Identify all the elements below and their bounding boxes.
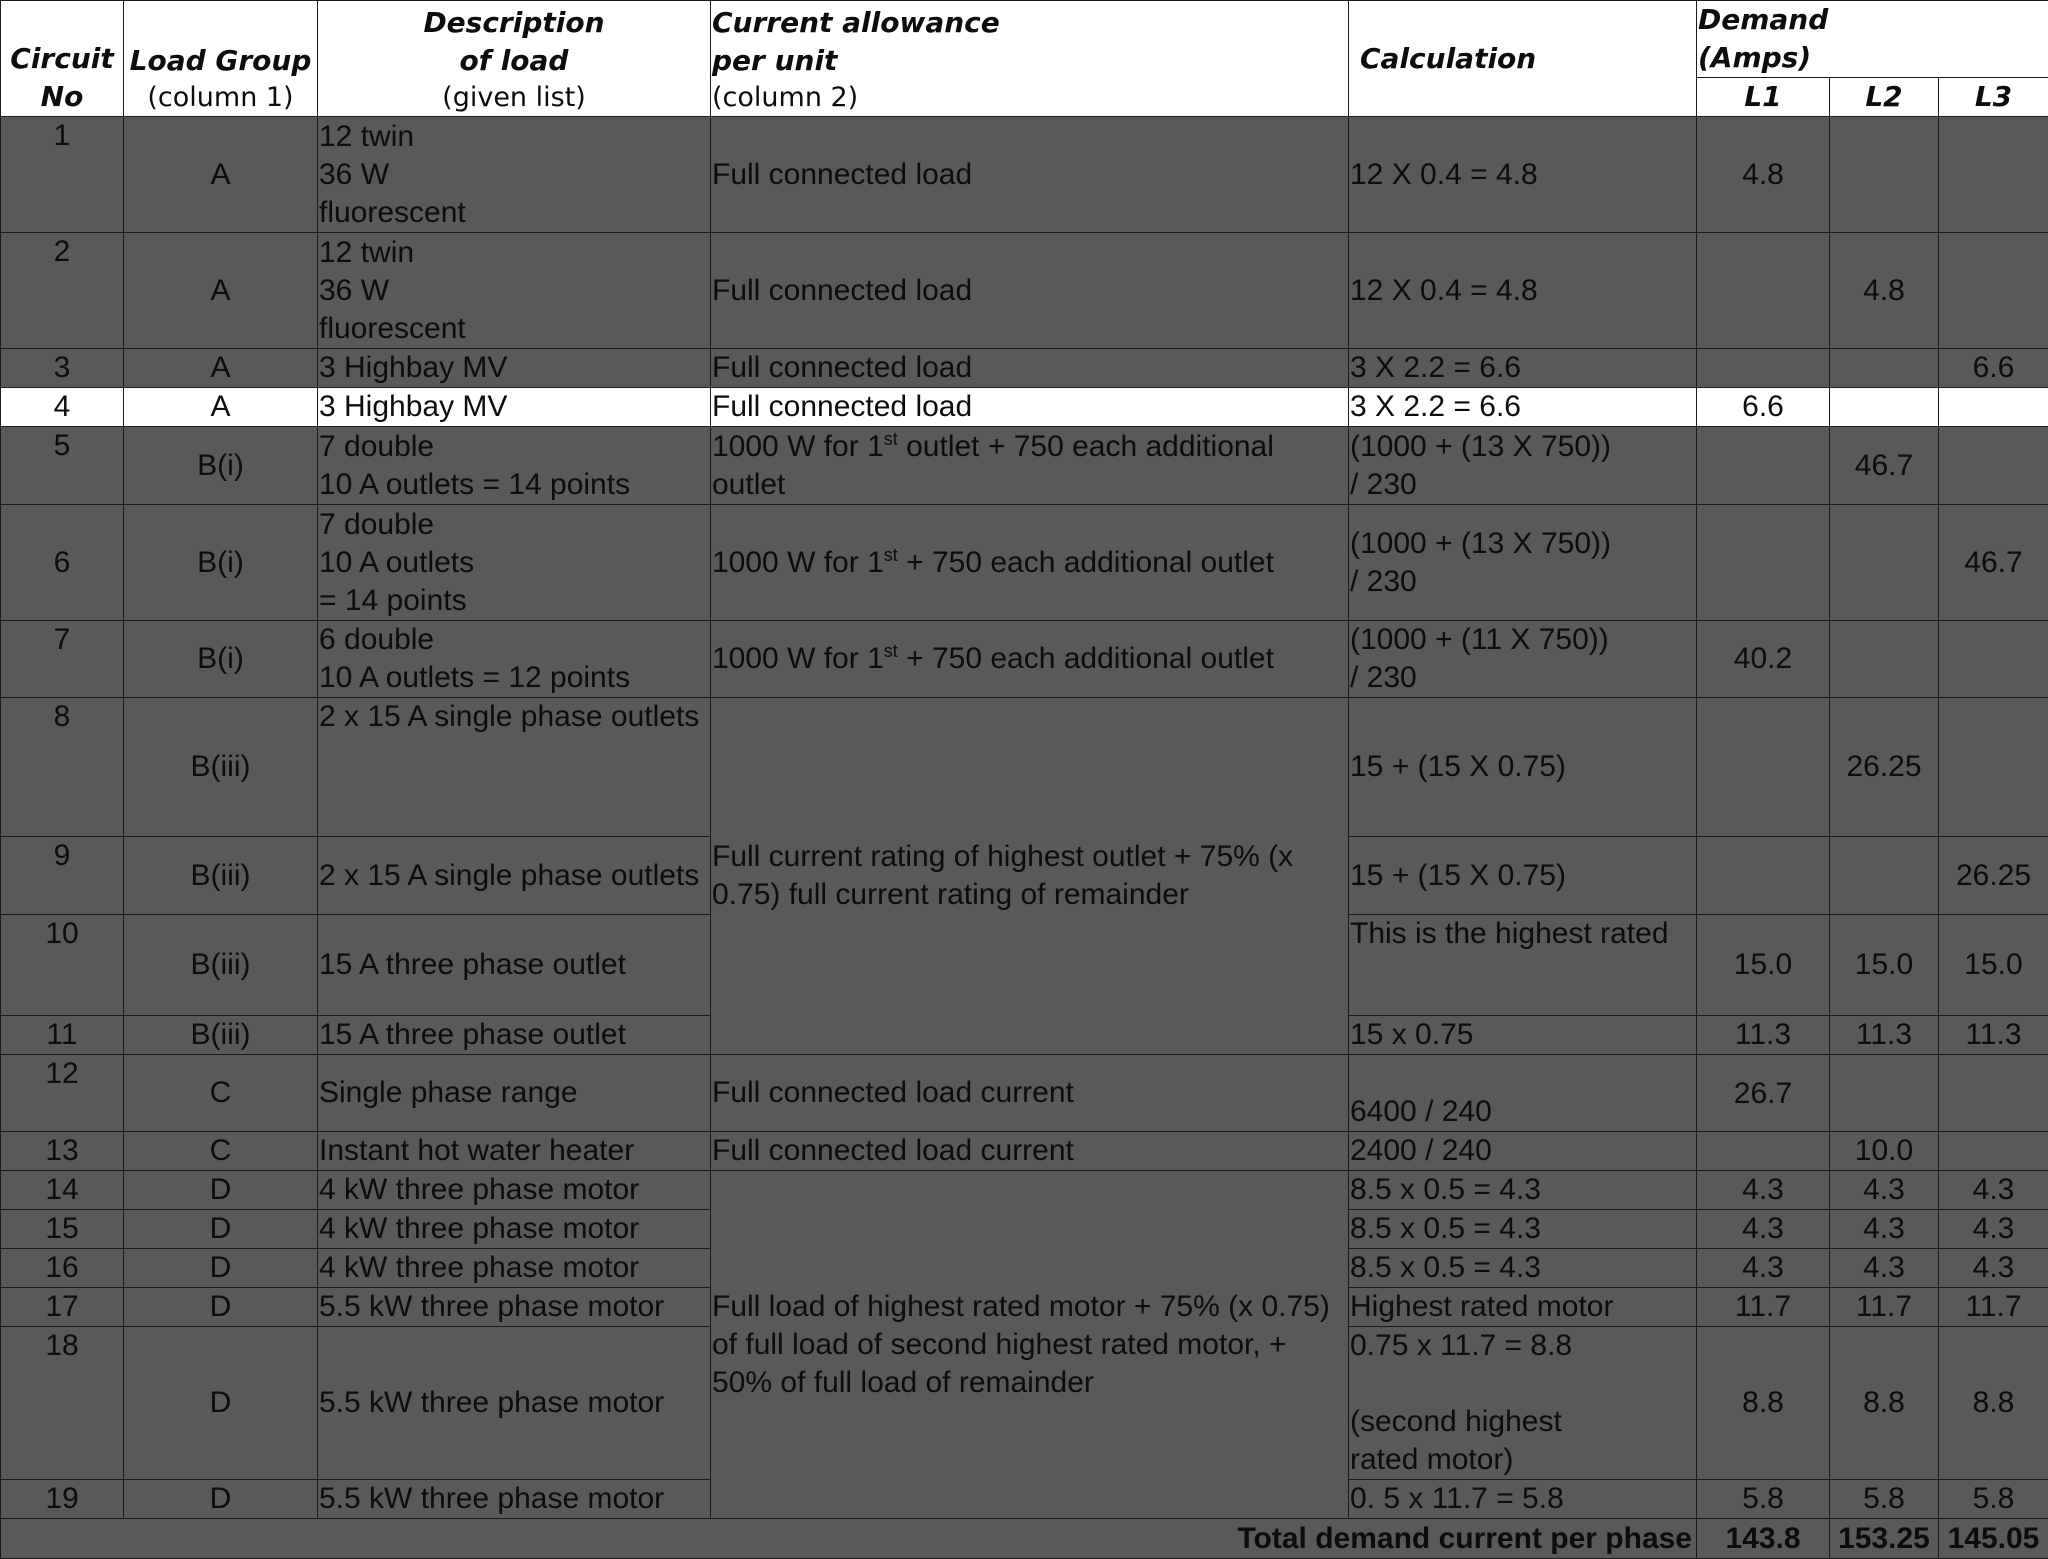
- circuit-no: 14: [1, 1171, 124, 1210]
- demand-l2: [1830, 837, 1939, 915]
- demand-l2: [1830, 1055, 1939, 1132]
- load-group: A: [124, 233, 318, 349]
- demand-l3: [1939, 1132, 2048, 1171]
- demand-l2: 46.7: [1830, 427, 1939, 505]
- calculation: This is the highest rated: [1349, 915, 1697, 1016]
- circuit-no: 18: [1, 1327, 124, 1480]
- load-group: C: [124, 1055, 318, 1132]
- allowance: Full connected load: [711, 117, 1349, 233]
- demand-l1: [1697, 837, 1830, 915]
- description: 6 double 10 A outlets = 12 points: [318, 621, 711, 698]
- allowance: 1000 W for 1st + 750 each additional outlet: [711, 505, 1349, 621]
- circuit-no: 9: [1, 837, 124, 915]
- calculation: 3 X 2.2 = 6.6: [1349, 349, 1697, 388]
- description: 7 double 10 A outlets = 14 points: [318, 427, 711, 505]
- description: 2 x 15 A single phase outlets: [318, 837, 711, 915]
- allowance: Full connected load: [711, 233, 1349, 349]
- demand-l1: [1697, 233, 1830, 349]
- description: 5.5 kW three phase motor: [318, 1288, 711, 1327]
- description: 5.5 kW three phase motor: [318, 1327, 711, 1480]
- circuit-no: 2: [1, 233, 124, 349]
- description: 2 x 15 A single phase outlets: [318, 698, 711, 837]
- description: 4 kW three phase motor: [318, 1249, 711, 1288]
- total-l1: 143.8: [1697, 1519, 1830, 1559]
- load-group: C: [124, 1132, 318, 1171]
- demand-l1: 11.7: [1697, 1288, 1830, 1327]
- demand-l2: 11.7: [1830, 1288, 1939, 1327]
- demand-l2: 5.8: [1830, 1480, 1939, 1519]
- calculation: 8.5 x 0.5 = 4.3: [1349, 1171, 1697, 1210]
- calculation: (1000 + (11 X 750)) / 230: [1349, 621, 1697, 698]
- demand-l3: 11.3: [1939, 1016, 2048, 1055]
- demand-l3: 6.6: [1939, 349, 2048, 388]
- load-group: A: [124, 388, 318, 427]
- demand-l1: [1697, 698, 1830, 837]
- demand-l2: 8.8: [1830, 1327, 1939, 1480]
- header-l2: L2: [1830, 78, 1939, 117]
- allowance: 1000 W for 1st outlet + 750 each additional outlet: [711, 427, 1349, 505]
- description: 7 double 10 A outlets = 14 points: [318, 505, 711, 621]
- total-l2: 153.25: [1830, 1519, 1939, 1559]
- demand-l3: [1939, 621, 2048, 698]
- allowance: Full connected load: [711, 349, 1349, 388]
- demand-l3: [1939, 233, 2048, 349]
- calculation: 8.5 x 0.5 = 4.3: [1349, 1210, 1697, 1249]
- circuit-no: 5: [1, 427, 124, 505]
- header-calculation: Calculation: [1349, 1, 1697, 117]
- table-row: [1, 233, 2048, 349]
- description: 3 Highbay MV: [318, 388, 711, 427]
- demand-l1: 4.3: [1697, 1171, 1830, 1210]
- load-group: D: [124, 1249, 318, 1288]
- demand-l1: 40.2: [1697, 621, 1830, 698]
- allowance: 1000 W for 1st + 750 each additional outlet: [711, 621, 1349, 698]
- circuit-no: 7: [1, 621, 124, 698]
- demand-l2: 4.8: [1830, 233, 1939, 349]
- demand-l3: 15.0: [1939, 915, 2048, 1016]
- table-row: [1, 349, 2048, 388]
- demand-l3: [1939, 1055, 2048, 1132]
- demand-l2: [1830, 117, 1939, 233]
- demand-l3: [1939, 117, 2048, 233]
- circuit-no: 3: [1, 349, 124, 388]
- table-row: [1, 505, 2048, 621]
- demand-l1: [1697, 427, 1830, 505]
- description: 5.5 kW three phase motor: [318, 1480, 711, 1519]
- demand-l3: 5.8: [1939, 1480, 2048, 1519]
- circuit-no: 4: [1, 388, 124, 427]
- demand-l1: 15.0: [1697, 915, 1830, 1016]
- table-row-highlighted: [1, 388, 2048, 427]
- demand-l1: 11.3: [1697, 1016, 1830, 1055]
- load-group: B(i): [124, 621, 318, 698]
- load-group: A: [124, 349, 318, 388]
- table-row: [1, 427, 2048, 505]
- calculation: 8.5 x 0.5 = 4.3: [1349, 1249, 1697, 1288]
- table-row: [1, 698, 2048, 837]
- description: 15 A three phase outlet: [318, 915, 711, 1016]
- load-group: D: [124, 1210, 318, 1249]
- circuit-no: 16: [1, 1249, 124, 1288]
- circuit-no: 15: [1, 1210, 124, 1249]
- demand-l1: 26.7: [1697, 1055, 1830, 1132]
- demand-l2: 4.3: [1830, 1171, 1939, 1210]
- circuit-no: 11: [1, 1016, 124, 1055]
- demand-l2: 26.25: [1830, 698, 1939, 837]
- demand-l3: 8.8: [1939, 1327, 2048, 1480]
- calculation: 15 + (15 X 0.75): [1349, 698, 1697, 837]
- demand-l3: [1939, 388, 2048, 427]
- demand-l2: [1830, 388, 1939, 427]
- circuit-no: 13: [1, 1132, 124, 1171]
- allowance: Full connected load current: [711, 1132, 1349, 1171]
- load-group: A: [124, 117, 318, 233]
- load-group: B(iii): [124, 1016, 318, 1055]
- total-label: Total demand current per phase: [1, 1519, 1697, 1559]
- description: 12 twin 36 W fluorescent: [318, 117, 711, 233]
- demand-l3: 4.3: [1939, 1171, 2048, 1210]
- load-group: B(iii): [124, 837, 318, 915]
- circuit-no: 17: [1, 1288, 124, 1327]
- calculation: 15 + (15 X 0.75): [1349, 837, 1697, 915]
- calculation: Highest rated motor: [1349, 1288, 1697, 1327]
- calculation: 0. 5 x 11.7 = 5.8: [1349, 1480, 1697, 1519]
- header-l3: L3: [1939, 78, 2048, 117]
- table-row: [1, 621, 2048, 698]
- calculation: 2400 / 240: [1349, 1132, 1697, 1171]
- circuit-no: 1: [1, 117, 124, 233]
- demand-l2: 10.0: [1830, 1132, 1939, 1171]
- circuit-no: 8: [1, 698, 124, 837]
- demand-l1: [1697, 1132, 1830, 1171]
- load-group: D: [124, 1288, 318, 1327]
- calculation: 0.75 x 11.7 = 8.8 (second highest rated motor): [1349, 1327, 1697, 1480]
- demand-l2: 4.3: [1830, 1210, 1939, 1249]
- calculation: 12 X 0.4 = 4.8: [1349, 117, 1697, 233]
- demand-l1: [1697, 349, 1830, 388]
- calculation: (1000 + (13 X 750)) / 230: [1349, 427, 1697, 505]
- demand-l1: 4.8: [1697, 117, 1830, 233]
- circuit-no: 12: [1, 1055, 124, 1132]
- demand-l2: [1830, 621, 1939, 698]
- allowance: Full connected load: [711, 388, 1349, 427]
- calculation: 6400 / 240: [1349, 1055, 1697, 1132]
- outlets-allowance: Full current rating of highest outlet + 75% (x 0.75) full current rating of remainder: [711, 698, 1349, 1055]
- description: Single phase range: [318, 1055, 711, 1132]
- allowance: Full connected load current: [711, 1055, 1349, 1132]
- demand-l1: [1697, 505, 1830, 621]
- calculation: 15 x 0.75: [1349, 1016, 1697, 1055]
- header-l1: L1: [1697, 78, 1830, 117]
- load-group: D: [124, 1327, 318, 1480]
- demand-l1: 4.3: [1697, 1210, 1830, 1249]
- description: 4 kW three phase motor: [318, 1210, 711, 1249]
- table-row: [1, 1055, 2048, 1132]
- demand-l2: [1830, 505, 1939, 621]
- table-row: [1, 117, 2048, 233]
- circuit-no: 19: [1, 1480, 124, 1519]
- demand-l3: [1939, 427, 2048, 505]
- demand-l2: 4.3: [1830, 1249, 1939, 1288]
- calculation: (1000 + (13 X 750)) / 230: [1349, 505, 1697, 621]
- total-row: [1, 1519, 2048, 1559]
- description: 15 A three phase outlet: [318, 1016, 711, 1055]
- header-current-allowance: Current allowance per unit (column 2): [711, 1, 1349, 117]
- load-group: D: [124, 1171, 318, 1210]
- load-group: B(i): [124, 427, 318, 505]
- header-circuit-no: Circuit No: [1, 1, 124, 117]
- load-group: B(i): [124, 505, 318, 621]
- description: 4 kW three phase motor: [318, 1171, 711, 1210]
- demand-l1: 4.3: [1697, 1249, 1830, 1288]
- demand-l1: 5.8: [1697, 1480, 1830, 1519]
- demand-l3: 46.7: [1939, 505, 2048, 621]
- load-group: B(iii): [124, 915, 318, 1016]
- description: Instant hot water heater: [318, 1132, 711, 1171]
- demand-l1: 8.8: [1697, 1327, 1830, 1480]
- description: 3 Highbay MV: [318, 349, 711, 388]
- demand-l3: 26.25: [1939, 837, 2048, 915]
- total-l3: 145.05: [1939, 1519, 2048, 1559]
- circuit-no: 10: [1, 915, 124, 1016]
- demand-l2: 11.3: [1830, 1016, 1939, 1055]
- header-load-group: Load Group (column 1): [124, 1, 318, 117]
- table-row: [1, 1132, 2048, 1171]
- description: 12 twin 36 W fluorescent: [318, 233, 711, 349]
- table-row: [1, 1171, 2048, 1210]
- load-group: B(iii): [124, 698, 318, 837]
- demand-l3: 4.3: [1939, 1210, 2048, 1249]
- header-demand: Demand (Amps): [1697, 1, 2048, 78]
- circuit-no: 6: [1, 505, 124, 621]
- demand-l1: 6.6: [1697, 388, 1830, 427]
- load-group: D: [124, 1480, 318, 1519]
- header-description: Description of load (given list): [318, 1, 711, 117]
- calculation: 12 X 0.4 = 4.8: [1349, 233, 1697, 349]
- demand-l3: 4.3: [1939, 1249, 2048, 1288]
- demand-l3: 11.7: [1939, 1288, 2048, 1327]
- motors-allowance: Full load of highest rated motor + 75% (x 0.75) of full load of second highest rated motor, + 50% of full load of remainder: [711, 1171, 1349, 1519]
- demand-l2: 15.0: [1830, 915, 1939, 1016]
- demand-l3: [1939, 698, 2048, 837]
- calculation: 3 X 2.2 = 6.6: [1349, 388, 1697, 427]
- demand-l2: [1830, 349, 1939, 388]
